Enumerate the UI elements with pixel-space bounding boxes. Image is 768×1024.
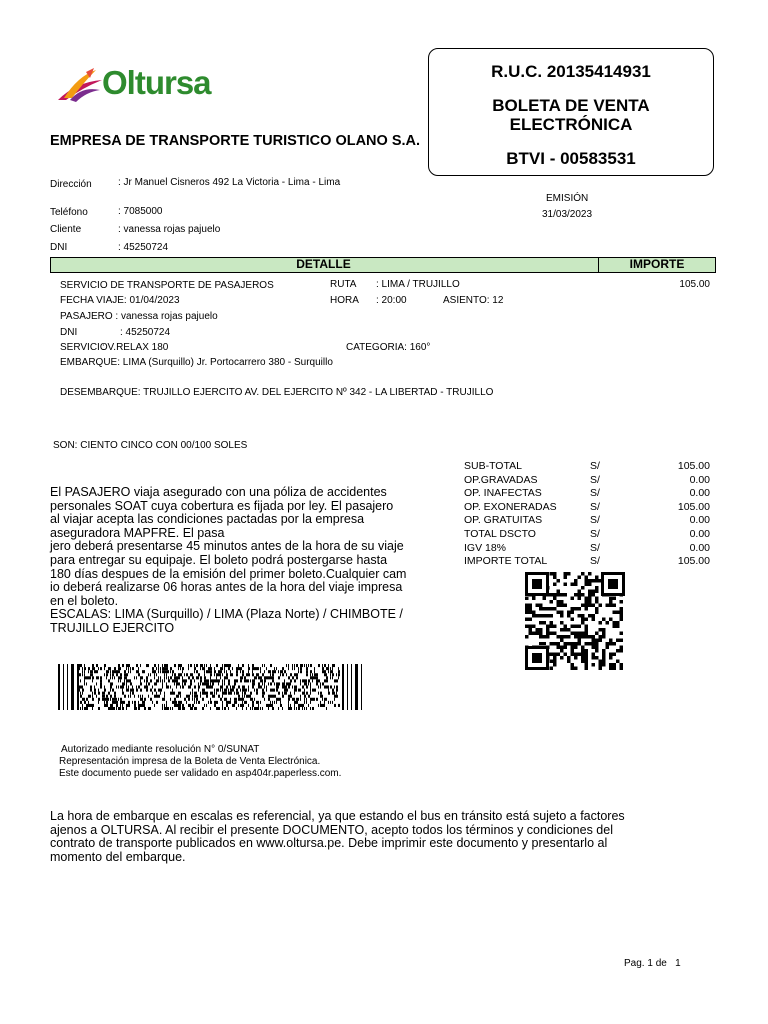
seat: ASIENTO: 12 <box>443 295 504 306</box>
total-value: 0.00 <box>689 473 710 486</box>
terms-line: TRUJILLO EJERCITO <box>50 620 175 635</box>
address-label: Dirección <box>50 179 92 190</box>
ruc-number: R.U.C. 20135414931 <box>491 62 651 81</box>
passenger: PASAJERO : vanessa rojas pajuelo <box>60 311 218 322</box>
auth-line-1: Autorizado mediante resolución N° 0/SUNAT <box>61 744 260 755</box>
page-number: Pag. 1 de 1 <box>624 958 681 969</box>
phone-value: : 7085000 <box>118 206 163 217</box>
terms-line: al viajar acepta las condiciones pactadas por la empresa <box>50 512 365 527</box>
total-label: OP. GRATUITAS <box>464 514 543 527</box>
total-label: OP.GRAVADAS <box>464 473 538 486</box>
total-label: SUB-TOTAL <box>464 460 522 472</box>
time-value: : 20:00 <box>376 295 407 306</box>
total-value: 0.00 <box>689 528 710 540</box>
terms-line: personales SOAT cuya cobertura es fijada por ley. El pasajero <box>50 498 394 513</box>
disembark: DESEMBARQUE: TRUJILLO EJERCITO AV. DEL EJERCITO Nº 342 - LA LIBERTAD - TRUJILLO <box>60 387 494 398</box>
client-value: : vanessa rojas pajuelo <box>118 224 221 235</box>
category: CATEGORIA: 160° <box>346 342 431 353</box>
dni-value: : 45250724 <box>118 242 169 253</box>
total-label: IMPORTE TOTAL <box>464 555 548 568</box>
phone-label: Teléfono <box>50 207 88 218</box>
doc-title-2: ELECTRÓNICA <box>509 115 633 134</box>
emission-date: 31/03/2023 <box>542 209 593 220</box>
route-value: : LIMA / TRUJILLO <box>376 279 460 290</box>
travel-date: FECHA VIAJE: 01/04/2023 <box>60 295 180 306</box>
total-value: 0.00 <box>689 487 710 500</box>
terms-line: aseguradora MAPFRE. El pasa <box>50 525 225 540</box>
service-description: SERVICIO DE TRANSPORTE DE PASAJEROS <box>60 280 274 291</box>
total-currency: S/ <box>590 555 600 568</box>
total-label: IGV 18% <box>464 541 507 554</box>
terms-line: 180 días despues de la emisión del primer boleto.Cualquier cam <box>50 566 407 581</box>
terms-line: ESCALAS: LIMA (Surquillo) / LIMA (Plaza Norte) / CHIMBOTE / <box>50 607 403 622</box>
doc-number: BTVI - 00583531 <box>506 149 636 168</box>
boarding: EMBARQUE: LIMA (Surquillo) Jr. Portocarrero 380 - Surquillo <box>60 357 333 368</box>
total-value: 105.00 <box>677 555 710 568</box>
brand-name: Oltursa <box>102 64 211 101</box>
total-label: OP. EXONERADAS <box>464 500 557 513</box>
total-value: 105.00 <box>677 460 710 472</box>
total-currency: S/ <box>590 528 600 540</box>
terms-paragraph <box>50 486 420 636</box>
terms-line: para entregar su equipaje. El boleto podrá postergarse hasta <box>50 552 388 567</box>
qr-code-icon <box>522 572 628 670</box>
total-value: 0.00 <box>689 541 710 554</box>
auth-line-2: Representación impresa de la Boleta de Venta Electrónica. <box>59 756 321 767</box>
emission-label: EMISIÓN <box>546 193 589 204</box>
total-value: 105.00 <box>677 500 710 513</box>
total-currency: S/ <box>590 487 600 500</box>
terms-line: io deberá realizarse 06 horas antes de la hora del viaje impresa <box>50 580 403 595</box>
dni-label: DNI <box>50 242 68 253</box>
line-amount: 105.00 <box>679 279 710 290</box>
service-value: : V.RELAX 180 <box>102 342 169 353</box>
service-label: SERVICIO <box>60 342 108 353</box>
terms-line: El PASAJERO viaja asegurado con una póliza de accidentes <box>50 485 387 499</box>
total-currency: S/ <box>590 500 600 513</box>
oltursa-logo-icon <box>56 68 106 104</box>
total-currency: S/ <box>590 514 600 527</box>
client-label: Cliente <box>50 224 82 235</box>
address-value: : Jr Manuel Cisneros 492 La Victoria - Lima - Lima <box>118 177 341 188</box>
amount-header-label: IMPORTE <box>629 257 685 271</box>
time-label: HORA <box>330 295 359 306</box>
notice-line: ajenos a OLTURSA. Al recibir el presente DOCUMENTO, acepto todos los términos y condiciones del <box>50 822 613 837</box>
total-currency: S/ <box>590 541 600 554</box>
barcode-icon <box>58 664 362 710</box>
total-value: 0.00 <box>689 514 710 527</box>
boarding-notice <box>50 810 650 864</box>
amount-in-words: SON: CIENTO CINCO CON 00/100 SOLES <box>53 440 248 451</box>
terms-line: en el boleto. <box>50 593 119 608</box>
notice-line: momento del embarque. <box>50 849 186 864</box>
company-name: EMPRESA DE TRANSPORTE TURISTICO OLANO S.A. <box>50 133 421 149</box>
route-label: RUTA <box>330 279 357 290</box>
notice-line: contrato de transporte publicados en www.oltursa.pe. Debe imprimir este documento y presentarlo al <box>50 836 608 851</box>
detail-header-label: DETALLE <box>296 257 351 271</box>
detail-dni-label: DNI <box>60 327 78 338</box>
notice-line: La hora de embarque en escalas es referencial, ya que estando el bus en tránsito está sujeto a factores <box>50 809 625 823</box>
total-label: TOTAL DSCTO <box>464 528 536 540</box>
total-currency: S/ <box>590 460 600 472</box>
terms-line: jero deberá presentarse 45 minutos antes de la hora de su viaje <box>50 539 404 554</box>
total-currency: S/ <box>590 473 600 486</box>
doc-title-1: BOLETA DE VENTA <box>492 96 650 115</box>
total-label: OP. INAFECTAS <box>464 487 542 500</box>
auth-line-3: Este documento puede ser validado en asp404r.paperless.com. <box>59 768 342 779</box>
detail-dni-value: : 45250724 <box>120 327 171 338</box>
